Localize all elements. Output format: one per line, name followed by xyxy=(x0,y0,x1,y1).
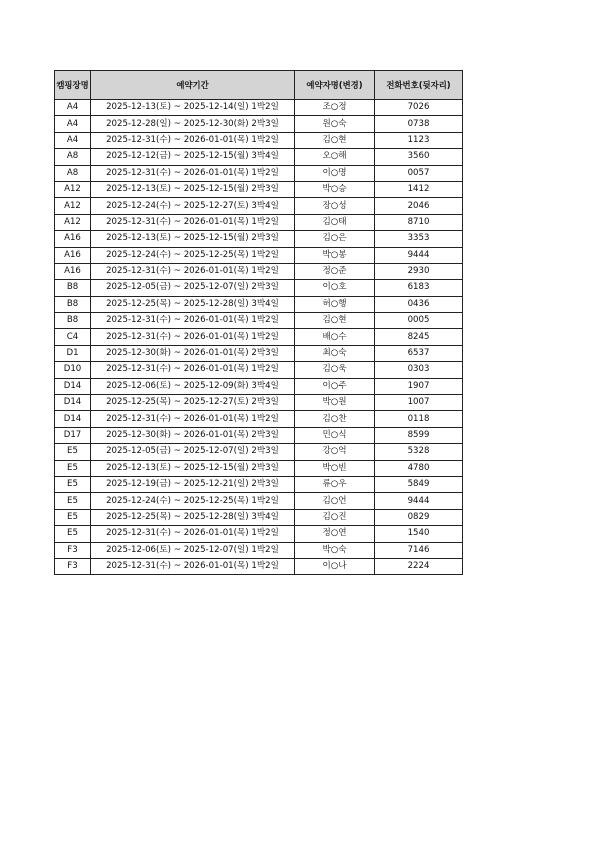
cell-campsite: C4 xyxy=(55,329,91,345)
cell-campsite: D1 xyxy=(55,345,91,361)
cell-guest-name: 민○식 xyxy=(295,427,375,443)
cell-phone: 1007 xyxy=(375,395,463,411)
cell-phone: 1412 xyxy=(375,181,463,197)
table-row xyxy=(55,411,463,427)
cell-phone: 1540 xyxy=(375,526,463,542)
cell-period: 2025-12-31(수) ~ 2026-01-01(목) 1박2일 xyxy=(91,558,295,574)
cell-period: 2025-12-19(금) ~ 2025-12-21(일) 2박3일 xyxy=(91,476,295,492)
cell-period: 2025-12-31(수) ~ 2026-01-01(목) 1박2일 xyxy=(91,329,295,345)
cell-campsite: E5 xyxy=(55,509,91,525)
reservation-table xyxy=(54,70,463,575)
cell-guest-name: 최○숙 xyxy=(295,345,375,361)
cell-guest-name: 정○연 xyxy=(295,526,375,542)
cell-phone: 0829 xyxy=(375,509,463,525)
cell-period: 2025-12-05(금) ~ 2025-12-07(일) 2박3일 xyxy=(91,444,295,460)
table-row xyxy=(55,345,463,361)
cell-phone: 3560 xyxy=(375,149,463,165)
table-row xyxy=(55,378,463,394)
cell-campsite: A4 xyxy=(55,132,91,148)
cell-campsite: B8 xyxy=(55,296,91,312)
cell-phone: 7026 xyxy=(375,100,463,116)
cell-phone: 7146 xyxy=(375,542,463,558)
cell-guest-name: 허○행 xyxy=(295,296,375,312)
table-row xyxy=(55,509,463,525)
cell-guest-name: 김○현 xyxy=(295,132,375,148)
cell-campsite: E5 xyxy=(55,526,91,542)
cell-campsite: F3 xyxy=(55,558,91,574)
cell-phone: 4780 xyxy=(375,460,463,476)
cell-period: 2025-12-24(수) ~ 2025-12-25(목) 1박2일 xyxy=(91,493,295,509)
table-row xyxy=(55,542,463,558)
table-row xyxy=(55,214,463,230)
cell-phone: 0738 xyxy=(375,116,463,132)
table-row xyxy=(55,198,463,214)
cell-campsite: F3 xyxy=(55,542,91,558)
cell-guest-name: 강○억 xyxy=(295,444,375,460)
cell-guest-name: 이○호 xyxy=(295,280,375,296)
cell-period: 2025-12-28(일) ~ 2025-12-30(화) 2박3일 xyxy=(91,116,295,132)
cell-period: 2025-12-24(수) ~ 2025-12-27(토) 3박4일 xyxy=(91,198,295,214)
cell-period: 2025-12-13(토) ~ 2025-12-15(월) 2박3일 xyxy=(91,181,295,197)
header-guest-name: 예약자명(변경) xyxy=(295,71,375,100)
cell-guest-name: 김○은 xyxy=(295,231,375,247)
table-row xyxy=(55,460,463,476)
cell-phone: 6537 xyxy=(375,345,463,361)
cell-guest-name: 오○해 xyxy=(295,149,375,165)
cell-period: 2025-12-31(수) ~ 2026-01-01(목) 1박2일 xyxy=(91,411,295,427)
table-row xyxy=(55,181,463,197)
cell-guest-name: 이○나 xyxy=(295,558,375,574)
cell-period: 2025-12-06(토) ~ 2025-12-09(화) 3박4일 xyxy=(91,378,295,394)
table-row xyxy=(55,263,463,279)
cell-guest-name: 박○숙 xyxy=(295,542,375,558)
cell-guest-name: 이○명 xyxy=(295,165,375,181)
cell-guest-name: 박○빈 xyxy=(295,460,375,476)
cell-phone: 2224 xyxy=(375,558,463,574)
cell-guest-name: 원○숙 xyxy=(295,116,375,132)
table-row xyxy=(55,280,463,296)
table-row xyxy=(55,395,463,411)
cell-period: 2025-12-25(목) ~ 2025-12-28(일) 3박4일 xyxy=(91,296,295,312)
table-row xyxy=(55,444,463,460)
cell-campsite: A4 xyxy=(55,116,91,132)
cell-phone: 9444 xyxy=(375,247,463,263)
table-row xyxy=(55,476,463,492)
table-row xyxy=(55,329,463,345)
cell-campsite: E5 xyxy=(55,493,91,509)
table-row xyxy=(55,313,463,329)
cell-guest-name: 김○욱 xyxy=(295,362,375,378)
cell-phone: 2930 xyxy=(375,263,463,279)
cell-guest-name: 김○찬 xyxy=(295,411,375,427)
cell-phone: 8599 xyxy=(375,427,463,443)
cell-period: 2025-12-31(수) ~ 2026-01-01(목) 1박2일 xyxy=(91,214,295,230)
table-row xyxy=(55,493,463,509)
header-period: 예약기간 xyxy=(91,71,295,100)
cell-campsite: A16 xyxy=(55,231,91,247)
cell-campsite: E5 xyxy=(55,476,91,492)
cell-campsite: E5 xyxy=(55,444,91,460)
cell-campsite: D14 xyxy=(55,395,91,411)
table-row xyxy=(55,116,463,132)
cell-phone: 1123 xyxy=(375,132,463,148)
cell-phone: 0436 xyxy=(375,296,463,312)
table-row xyxy=(55,427,463,443)
cell-period: 2025-12-31(수) ~ 2026-01-01(목) 1박2일 xyxy=(91,132,295,148)
cell-period: 2025-12-31(수) ~ 2026-01-01(목) 1박2일 xyxy=(91,362,295,378)
cell-campsite: E5 xyxy=(55,460,91,476)
table-row xyxy=(55,132,463,148)
cell-guest-name: 김○진 xyxy=(295,509,375,525)
cell-campsite: A8 xyxy=(55,149,91,165)
table-row xyxy=(55,100,463,116)
cell-campsite: A12 xyxy=(55,214,91,230)
cell-period: 2025-12-30(화) ~ 2026-01-01(목) 2박3일 xyxy=(91,345,295,361)
cell-guest-name: 배○수 xyxy=(295,329,375,345)
cell-phone: 8245 xyxy=(375,329,463,345)
cell-phone: 3353 xyxy=(375,231,463,247)
header-campsite: 캠핑장명 xyxy=(55,71,91,100)
cell-period: 2025-12-06(토) ~ 2025-12-07(일) 1박2일 xyxy=(91,542,295,558)
cell-guest-name: 정○준 xyxy=(295,263,375,279)
cell-campsite: B8 xyxy=(55,280,91,296)
cell-campsite: D10 xyxy=(55,362,91,378)
cell-guest-name: 류○우 xyxy=(295,476,375,492)
table-row xyxy=(55,296,463,312)
cell-guest-name: 김○현 xyxy=(295,313,375,329)
table-row xyxy=(55,526,463,542)
cell-campsite: B8 xyxy=(55,313,91,329)
cell-phone: 9444 xyxy=(375,493,463,509)
cell-period: 2025-12-30(화) ~ 2026-01-01(목) 2박3일 xyxy=(91,427,295,443)
cell-period: 2025-12-13(토) ~ 2025-12-15(월) 2박3일 xyxy=(91,460,295,476)
table-row xyxy=(55,558,463,574)
cell-phone: 6183 xyxy=(375,280,463,296)
cell-guest-name: 김○언 xyxy=(295,493,375,509)
table-row xyxy=(55,231,463,247)
cell-period: 2025-12-24(수) ~ 2025-12-25(목) 1박2일 xyxy=(91,247,295,263)
cell-period: 2025-12-31(수) ~ 2026-01-01(목) 1박2일 xyxy=(91,526,295,542)
cell-period: 2025-12-31(수) ~ 2026-01-01(목) 1박2일 xyxy=(91,263,295,279)
cell-period: 2025-12-25(목) ~ 2025-12-28(일) 3박4일 xyxy=(91,509,295,525)
cell-period: 2025-12-31(수) ~ 2026-01-01(목) 1박2일 xyxy=(91,165,295,181)
cell-phone: 0118 xyxy=(375,411,463,427)
cell-campsite: A12 xyxy=(55,198,91,214)
cell-period: 2025-12-31(수) ~ 2026-01-01(목) 1박2일 xyxy=(91,313,295,329)
header-phone: 전화번호(뒷자리) xyxy=(375,71,463,100)
cell-guest-name: 박○원 xyxy=(295,395,375,411)
cell-campsite: A4 xyxy=(55,100,91,116)
cell-phone: 8710 xyxy=(375,214,463,230)
cell-period: 2025-12-25(목) ~ 2025-12-27(토) 2박3일 xyxy=(91,395,295,411)
table-row xyxy=(55,149,463,165)
cell-campsite: A12 xyxy=(55,181,91,197)
table-row xyxy=(55,362,463,378)
cell-period: 2025-12-13(토) ~ 2025-12-14(일) 1박2일 xyxy=(91,100,295,116)
cell-phone: 0005 xyxy=(375,313,463,329)
cell-campsite: A16 xyxy=(55,263,91,279)
cell-campsite: D14 xyxy=(55,411,91,427)
cell-campsite: A16 xyxy=(55,247,91,263)
cell-phone: 2046 xyxy=(375,198,463,214)
cell-guest-name: 김○태 xyxy=(295,214,375,230)
cell-guest-name: 이○주 xyxy=(295,378,375,394)
table-row xyxy=(55,247,463,263)
cell-guest-name: 장○성 xyxy=(295,198,375,214)
cell-guest-name: 박○승 xyxy=(295,181,375,197)
cell-phone: 0303 xyxy=(375,362,463,378)
cell-campsite: D14 xyxy=(55,378,91,394)
cell-guest-name: 박○봉 xyxy=(295,247,375,263)
cell-phone: 1907 xyxy=(375,378,463,394)
cell-guest-name: 조○정 xyxy=(295,100,375,116)
cell-campsite: A8 xyxy=(55,165,91,181)
table-body xyxy=(55,100,463,575)
cell-campsite: D17 xyxy=(55,427,91,443)
cell-period: 2025-12-13(토) ~ 2025-12-15(월) 2박3일 xyxy=(91,231,295,247)
cell-period: 2025-12-05(금) ~ 2025-12-07(일) 2박3일 xyxy=(91,280,295,296)
cell-phone: 5849 xyxy=(375,476,463,492)
cell-phone: 5328 xyxy=(375,444,463,460)
cell-period: 2025-12-12(금) ~ 2025-12-15(월) 3박4일 xyxy=(91,149,295,165)
table-header-row xyxy=(55,71,463,100)
table-row xyxy=(55,165,463,181)
cell-phone: 0057 xyxy=(375,165,463,181)
